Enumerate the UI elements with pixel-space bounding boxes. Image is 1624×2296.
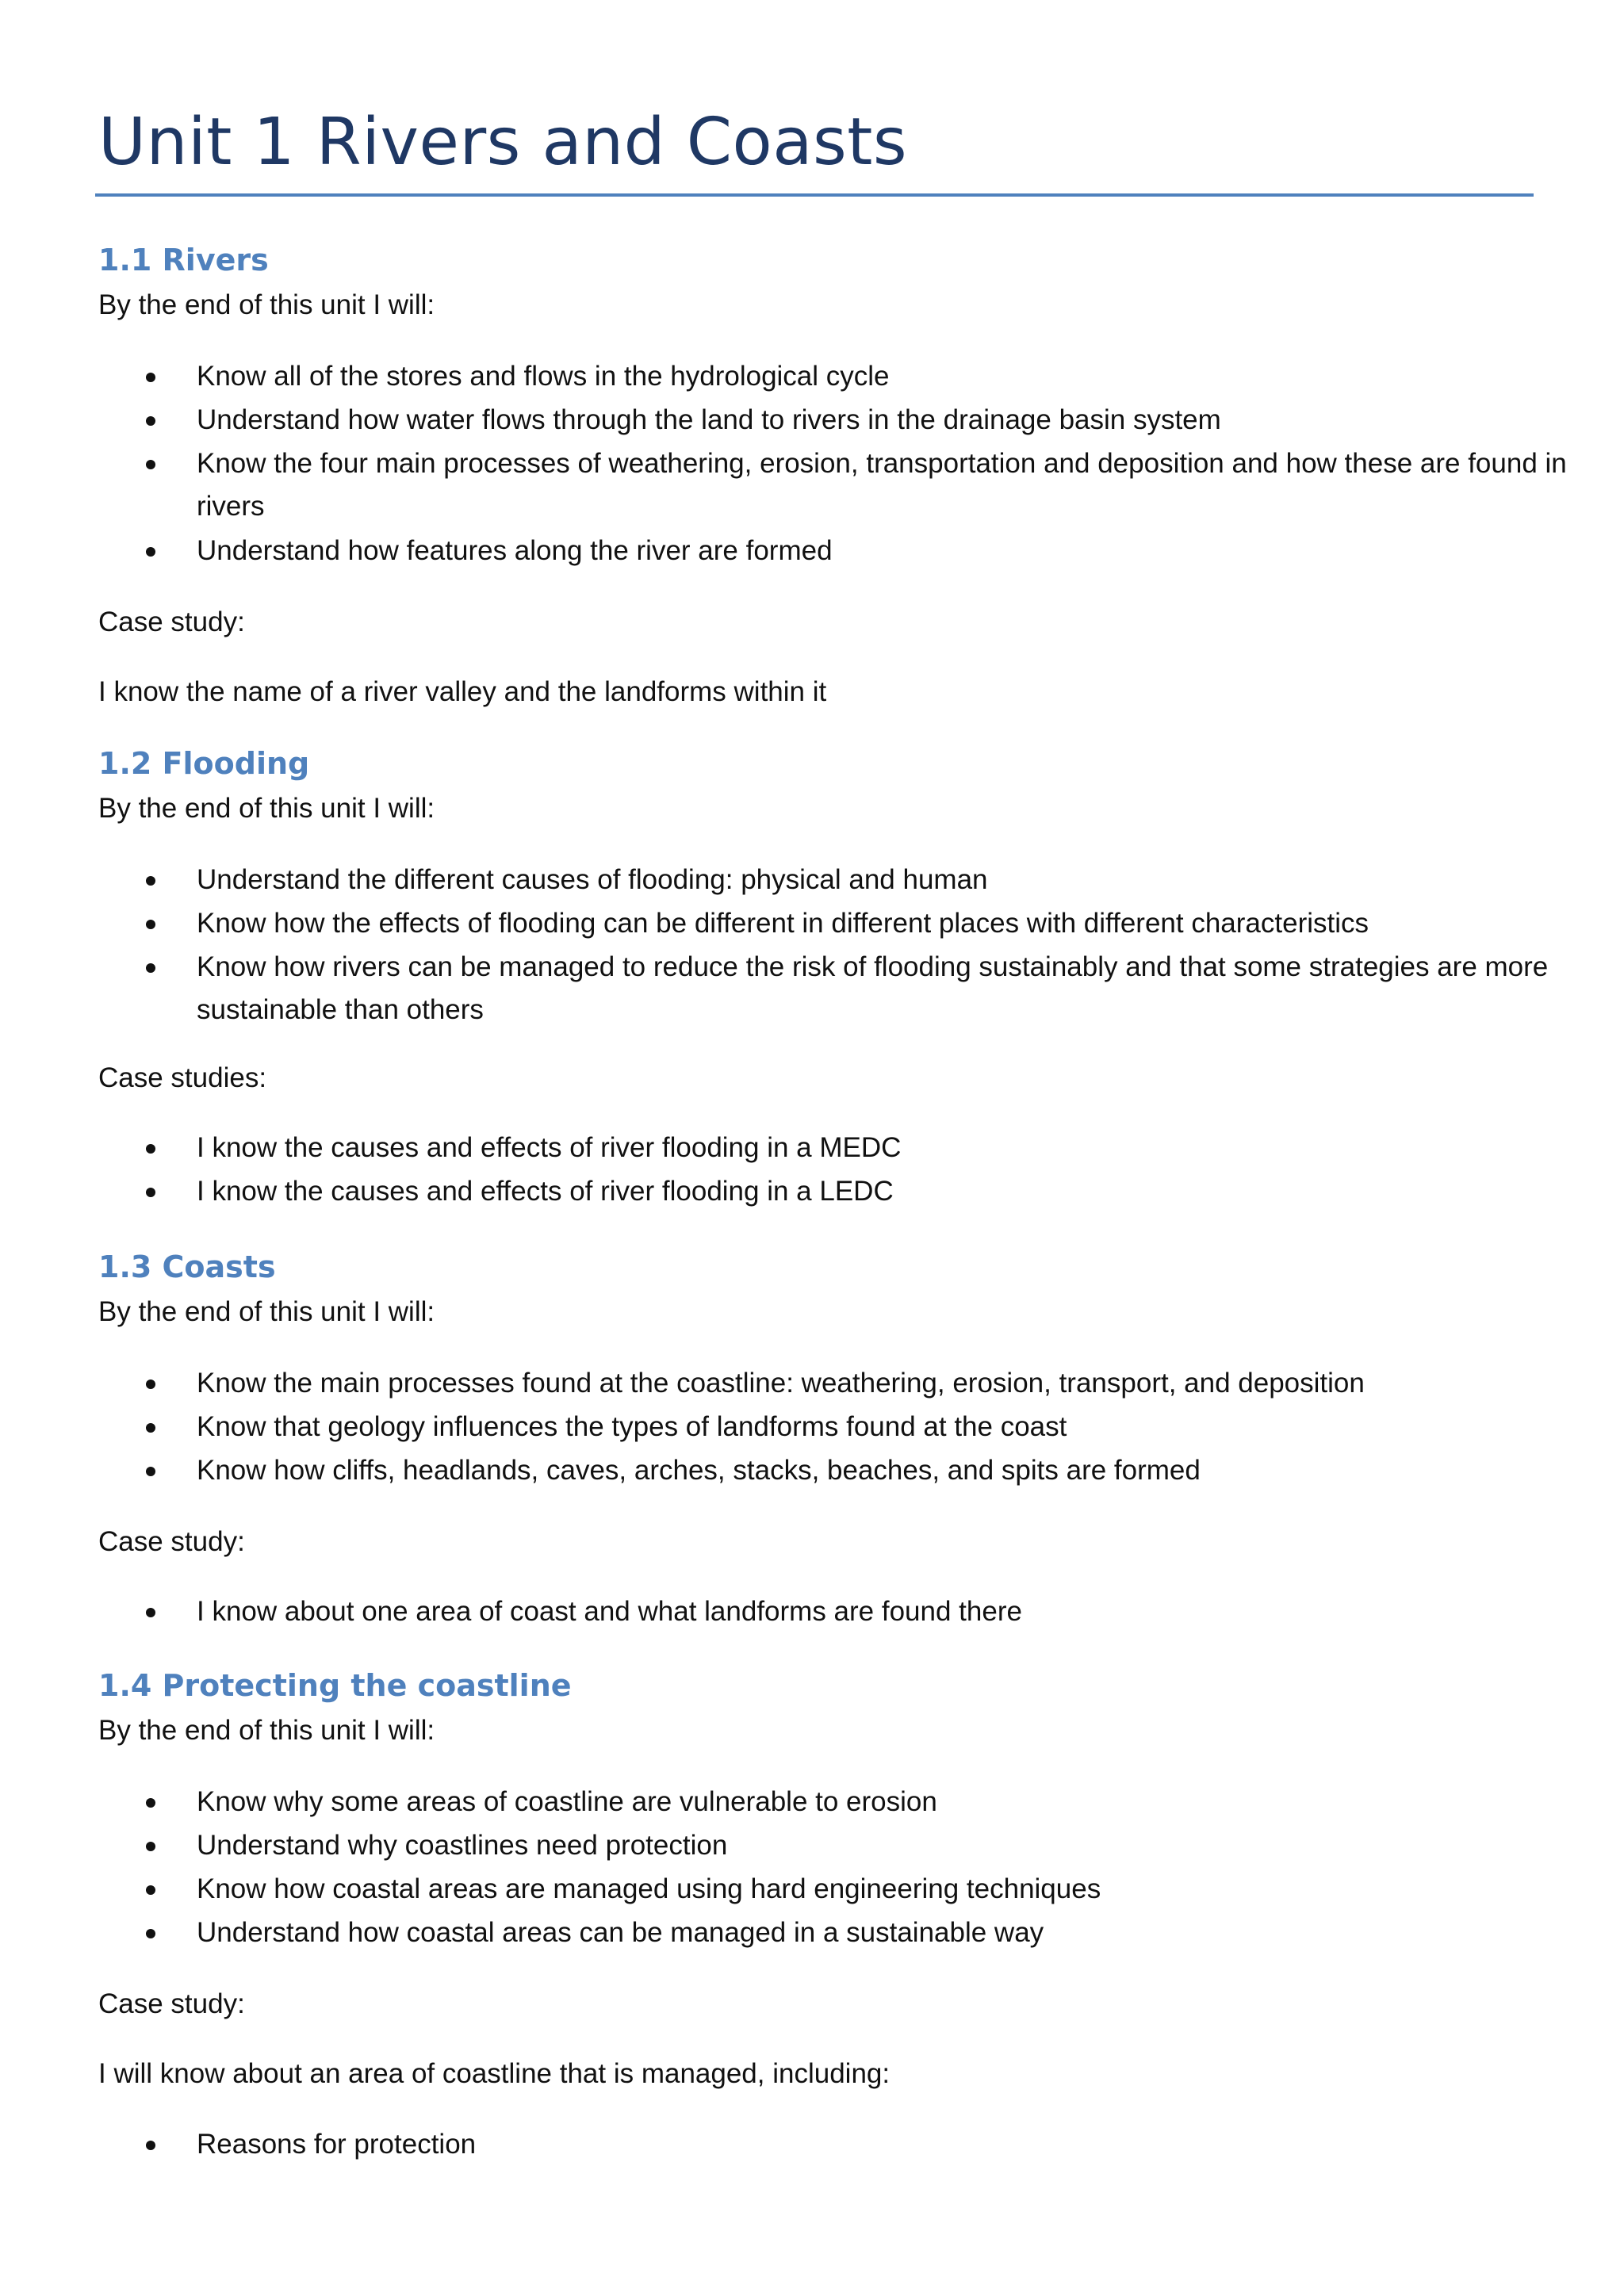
case-study-label: Case study: [98,1526,245,1557]
section-heading: 1.1 Rivers [98,243,269,277]
case-study-label: Case study: [98,1988,245,2019]
case-study-text: I will know about an area of coastline that is managed, including: [98,2058,891,2089]
case-study-label: Case study: [98,607,245,637]
bullet-icon [146,460,155,469]
bullet-icon [146,963,155,973]
bullet-icon [146,1467,155,1476]
section-intro: By the end of this unit I will: [98,289,435,320]
bullet-icon [146,1798,155,1808]
bullet-icon [146,1144,155,1154]
case-study-text: I know the name of a river valley and the landforms within it [98,676,827,707]
bullet-icon [146,416,155,426]
title-underline [95,193,1534,197]
bullet-icon [146,876,155,886]
bullet-icon [146,547,155,557]
bullet-icon [146,1842,155,1851]
section-intro: By the end of this unit I will: [98,1296,435,1327]
section-intro: By the end of this unit I will: [98,1715,435,1746]
section-intro: By the end of this unit I will: [98,793,435,824]
bullet-icon [146,2141,155,2150]
document-title: Unit 1 Rivers and Coasts [98,105,908,180]
bullet-icon [146,1188,155,1197]
case-study-label: Case studies: [98,1062,267,1093]
bullet-icon [146,920,155,929]
section-protecting-coastline: 1.4 Protecting the coastline By the end of this unit I will: Know why some areas of coastline are vulnerable to erosion Understand why coastlines need protection Know how coastal areas are managed using hard engineering techniques Understand how coastal areas can be managed in a sustainable way Case study: I will know about an area of coastline that is managed, including: Reasons for protection [98,1663,1534,1708]
section-heading: 1.3 Coasts [98,1249,276,1284]
section-heading: 1.4 Protecting the coastline [98,1668,572,1703]
section-heading: 1.2 Flooding [98,746,310,781]
bullet-icon [146,1929,155,1938]
section-rivers: 1.1 Rivers By the end of this unit I will: Know all of the stores and flows in the hydrological cycle Understand how water flows through the land to rivers in the drainage basin system Know the four main processes of weathering, erosion, transportation and deposition and how these are found in rivers Understand how features along the river are formed Case study: I know the name of a river valley and the landforms within it [98,238,1534,282]
section-flooding: 1.2 Flooding By the end of this unit I will: Understand the different causes of flooding: physical and human Know how the effects of flooding can be different in different places with different characteristics Know how rivers can be managed to reduce the risk of flooding sustainably and that some strategies are more sustainable than others Case studies: I know the causes and effects of river flooding in a MEDC I know the causes and effects of river flooding in a LEDC [98,741,1534,786]
bullet-icon [146,1423,155,1433]
document-page [98,95,1567,2160]
bullet-icon [146,1885,155,1895]
bullet-icon [146,1380,155,1389]
section-coasts: 1.3 Coasts By the end of this unit I will: Know the main processes found at the coastline: weathering, erosion, transport, and deposition Know that geology influences the types of landforms found at the coast Know how cliffs, headlands, caves, arches, stacks, beaches, and spits are formed Case study: I know about one area of coast and what landforms are found there [98,1245,1534,1289]
bullet-icon [146,1608,155,1617]
bullet-icon [146,373,155,382]
